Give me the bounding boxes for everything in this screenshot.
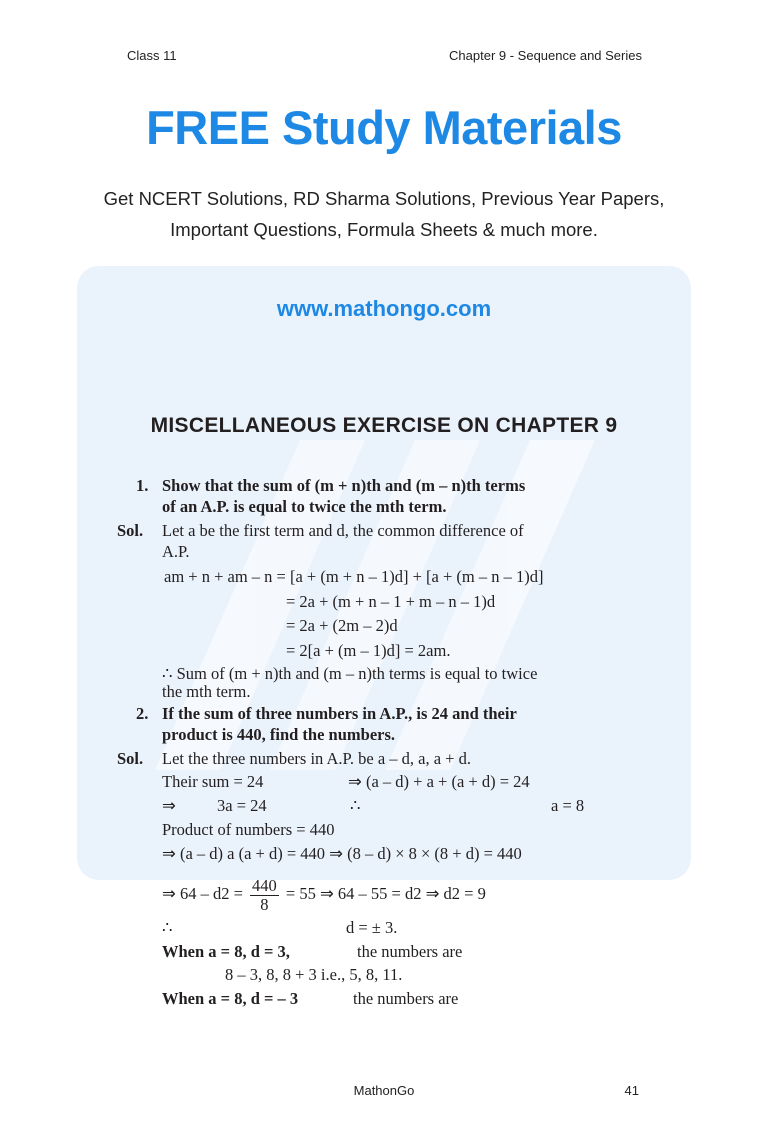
q2-product-text: Product of numbers = 440	[162, 820, 335, 839]
footer-page-number: 41	[624, 1083, 639, 1098]
footer-brand: MathonGo	[353, 1083, 415, 1098]
header-chapter-label: Chapter 9 - Sequence and Series	[449, 48, 642, 63]
q2-fraction-line	[162, 875, 486, 914]
q1-text-line2: of an A.P. is equal to twice the mth term.	[162, 497, 447, 516]
q2-case1-text: the numbers are	[357, 942, 463, 961]
q2-number: 2.	[136, 704, 149, 723]
q1-conclusion-line2: the mth term.	[162, 682, 251, 701]
q2-d-value: d = ± 3.	[346, 918, 398, 937]
q1-step1: am + n + am – n = [a + (m + n – 1)d] + [a + (m – n – 1)d]	[164, 567, 544, 586]
q1-sol-line1: Let a be the first term and d, the common difference of	[162, 521, 524, 540]
q2-text-line2: product is 440, find the numbers.	[162, 725, 396, 744]
q2-fraction-right: = 55 ⇒ 64 – 55 = d2 ⇒ d2 = 9	[285, 884, 486, 903]
banner-title: FREE Study Materials	[146, 101, 622, 154]
q1-step2: = 2a + (m + n – 1 + m – n – 1)d	[286, 592, 496, 611]
banner-subtitle-line2: Important Questions, Formula Sheets & much more.	[170, 219, 598, 240]
website-link[interactable]: www.mathongo.com	[276, 296, 492, 321]
q1-sol-line2: A.P.	[162, 542, 190, 561]
banner-subtitle-line1: Get NCERT Solutions, RD Sharma Solutions, Previous Year Papers,	[103, 188, 665, 209]
q2-fraction-numerator: 440	[252, 875, 277, 895]
q2-text-line1: If the sum of three numbers in A.P., is 24 and their	[162, 704, 517, 723]
q2-d-therefore: ∴	[162, 918, 173, 937]
q1-sol-label: Sol.	[117, 521, 144, 540]
q1-number: 1.	[136, 476, 149, 495]
q1-step4: = 2[a + (m – 1)d] = 2am.	[286, 641, 451, 660]
q2-sol-line1: Let the three numbers in A.P. be a – d, a, a + d.	[162, 749, 471, 768]
q2-sum-text: Their sum = 24	[162, 772, 264, 791]
q2-sum-equation: ⇒ (a – d) + a + (a + d) = 24	[348, 772, 530, 791]
q2-case2-text: the numbers are	[353, 989, 459, 1008]
q1-step3: = 2a + (2m – 2)d	[286, 616, 398, 635]
q2-eq-a-value: a = 8	[551, 796, 585, 815]
q2-case2-label: When a = 8, d = – 3	[162, 989, 299, 1008]
q2-implies-symbol: ⇒	[162, 796, 176, 815]
exercise-heading: MISCELLANEOUS EXERCISE ON CHAPTER 9	[150, 414, 618, 437]
q2-fraction-denominator: 8	[260, 894, 269, 914]
q2-eq-3a: 3a = 24	[217, 796, 267, 815]
q2-sol-label: Sol.	[117, 749, 144, 768]
q1-text-line1: Show that the sum of (m + n)th and (m – n)th terms	[162, 476, 526, 495]
q2-therefore-symbol: ∴	[350, 796, 361, 815]
q2-product-equation: ⇒ (a – d) a (a + d) = 440 ⇒ (8 – d) × 8 × (8 + d) = 440	[162, 844, 522, 863]
q2-case1-label: When a = 8, d = 3,	[162, 942, 290, 961]
q2-case1-numbers: 8 – 3, 8, 8 + 3 i.e., 5, 8, 11.	[225, 965, 403, 984]
q1-conclusion-line1: ∴ Sum of (m + n)th and (m – n)th terms is equal to twice	[162, 664, 538, 683]
q2-fraction	[250, 877, 279, 914]
q2-fraction-left: ⇒ 64 – d2 =	[162, 884, 243, 903]
header-class-label: Class 11	[127, 48, 177, 63]
